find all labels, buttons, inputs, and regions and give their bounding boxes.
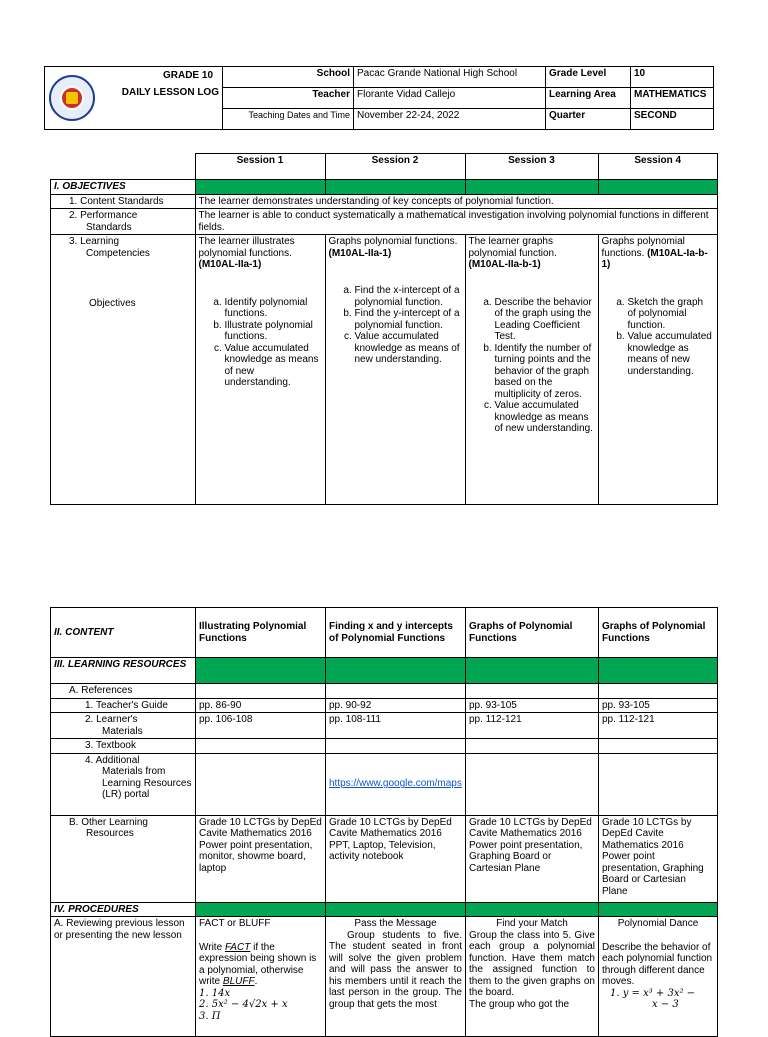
session-1-objectives: a. Identify polynomial functions. b. Illustrate polynomial functions. c. Value accumulated knowledge as means of new understanding. [199, 297, 322, 389]
logo-cell [45, 67, 100, 130]
session-2-header: Session 2 [325, 154, 465, 180]
objectives-label: Objectives [89, 298, 136, 309]
session-4-competency: Graphs polynomial functions. (M10AL-Ia-b-1) a. Sketch the graph of polynomial function. b. Value accumulated knowledge as means of new understanding. [598, 235, 718, 505]
grade-title: GRADE 10 [162, 70, 213, 81]
session-3-objectives: a. Describe the behavior of the graph using the Leading Coefficient Test. b. Identify the number of turning points and the behavior of the graph based on the multiplicity of zeros. c. Value accumulated knowledge as means of new understanding. [469, 297, 595, 435]
title-cell [99, 67, 223, 130]
session-4-activity: Polynomial Dance Describe the behavior of each polynomial function through different dance moves. 1. y = x³ + 3x² − x − 3 [599, 917, 718, 1037]
tg-pages-2: pp. 90-92 [326, 698, 466, 713]
tg-pages-3: pp. 93-105 [466, 698, 599, 713]
session-1-header: Session 1 [195, 154, 325, 180]
topic-2: Finding x and y intercepts of Polynomial Functions [326, 608, 466, 658]
other-resources-1: Grade 10 LCTGs by DepEd Cavite Mathematics 2016 Power point presentation, monitor, showme board, laptop [196, 815, 326, 902]
additional-materials-label: 4. Additional Materials from Learning Resources (LR) portal [51, 753, 196, 815]
content-standards-text: The learner demonstrates understanding of key concepts of polynomial function. [195, 194, 718, 209]
topic-3: Graphs of Polynomial Functions [466, 608, 599, 658]
learning-area-value: MATHEMATICS [631, 88, 714, 109]
school-label: School [223, 67, 354, 88]
teacher-label: Teacher [223, 88, 354, 109]
dates-value: November 22-24, 2022 [354, 109, 546, 130]
content-section-title: II. CONTENT [51, 608, 196, 658]
resources-section-title: III. LEARNING RESOURCES [51, 658, 196, 684]
quarter-value: SECOND [631, 109, 714, 130]
session-4-objectives: a. Sketch the graph of polynomial function. b. Value accumulated knowledge as means of new understanding. [602, 297, 715, 378]
session-4-header: Session 4 [598, 154, 718, 180]
learners-materials-label: 2. Learner's Materials [51, 713, 196, 739]
textbook-label: 3. Textbook [51, 739, 196, 754]
session-3-header: Session 3 [465, 154, 598, 180]
grade-level-value: 10 [631, 67, 714, 88]
content-standards-label: 1. Content Standards [51, 194, 196, 209]
session-2-competency: Graphs polynomial functions. (M10AL-IIa-1) a. Find the x-intercept of a polynomial function. b. Find the y-intercept of a polynomial function. c. Value accumulated knowledge as means of new understanding. [325, 235, 465, 505]
tg-pages-1: pp. 86-90 [196, 698, 326, 713]
competencies-label: 3. Learning Competencies Objectives [51, 235, 196, 505]
other-resources-label: B. Other Learning Resources [51, 815, 196, 902]
session-1-activity: FACT or BLUFF Write FACT if the expression being shown is a polynomial, otherwise write BLUFF. 1. 14x 2. 5x² − 4√2x + x 3. Π [196, 917, 326, 1037]
topic-1: Illustrating Polynomial Functions [196, 608, 326, 658]
teacher-value: Florante Vidad Callejo [354, 88, 546, 109]
tg-pages-4: pp. 93-105 [599, 698, 718, 713]
learning-area-label: Learning Area [546, 88, 631, 109]
session-2-activity: Pass the Message Group students to five. The student seated in front will solve the given problem and will pass the answer to his members until it reach the last person in the group. The group that gets the most [326, 917, 466, 1037]
performance-standards-text: The learner is able to conduct systematically a mathematical investigation involving polynomial functions in different fields. [195, 209, 718, 235]
deped-seal-icon [49, 75, 95, 121]
quarter-label: Quarter [546, 109, 631, 130]
log-title: DAILY LESSON LOG [121, 86, 219, 98]
header-table [44, 66, 714, 130]
school-value: Pacac Grande National High School [354, 67, 546, 88]
review-label: A. Reviewing previous lesson or presenting the new lesson [51, 917, 196, 1037]
lm-pages-4: pp. 112-121 [599, 713, 718, 739]
other-resources-3: Grade 10 LCTGs by DepEd Cavite Mathematics 2016 Power point presentation, Graphing Board or Cartesian Plane [466, 815, 599, 902]
dates-label: Teaching Dates and Time [223, 109, 354, 130]
lm-pages-1: pp. 106-108 [196, 713, 326, 739]
session-2-objectives: a. Find the x-intercept of a polynomial function. b. Find the y-intercept of a polynomial function. c. Value accumulated knowledge as means of new understanding. [329, 285, 462, 366]
grade-level-label: Grade Level [546, 67, 631, 88]
content-table [50, 607, 718, 1037]
references-label: A. References [51, 684, 196, 699]
other-resources-4: Grade 10 LCTGs by DepEd Cavite Mathematics 2016 Power point presentation, Graphing Board or Cartesian Plane [599, 815, 718, 902]
lm-pages-2: pp. 108-111 [326, 713, 466, 739]
performance-standards-label: 2. Performance Standards [51, 209, 196, 235]
additional-materials-link-cell [326, 753, 466, 815]
lm-pages-3: pp. 112-121 [466, 713, 599, 739]
procedures-section-title: IV. PROCEDURES [51, 902, 196, 917]
session-3-activity: Find your Match Group the class into 5. Give each group a polynomial function. Have them match the assigned function to them to the given graphs on the board. The group who got the [466, 917, 599, 1037]
topic-4: Graphs of Polynomial Functions [599, 608, 718, 658]
other-resources-2: Grade 10 LCTGs by DepEd Cavite Mathematics 2016 PPT, Laptop, Television, activity notebook [326, 815, 466, 902]
session-3-competency: The learner graphs polynomial function. (M10AL-IIa-b-1) a. Describe the behavior of the graph using the Leading Coefficient Test. b. Identify the number of turning points and the behavior of the graph based on the multiplicity of zeros. c. Value accumulated knowledge as means of new understanding. [465, 235, 598, 505]
google-maps-link[interactable]: https://www.google.com/maps [329, 778, 462, 790]
teachers-guide-label: 1. Teacher's Guide [51, 698, 196, 713]
objectives-section-title: I. OBJECTIVES [51, 180, 196, 195]
session-1-competency: The learner illustrates polynomial functions. (M10AL-IIa-1) a. Identify polynomial functions. b. Illustrate polynomial functions. c. Value accumulated knowledge as means of new understanding. [195, 235, 325, 505]
objectives-table [50, 153, 718, 505]
